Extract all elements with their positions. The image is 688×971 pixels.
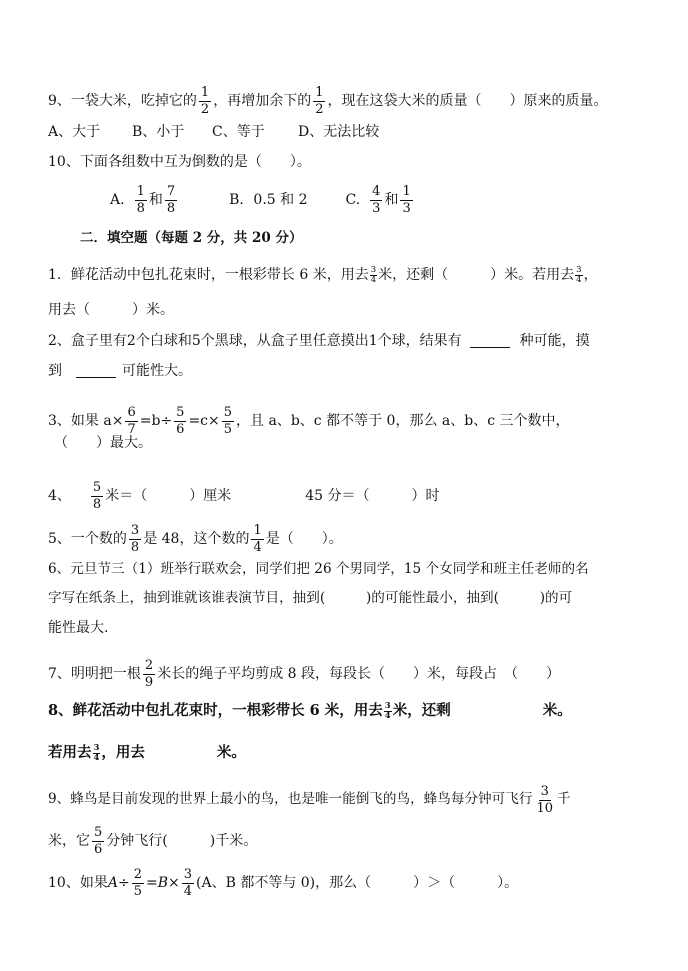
text: （ ）最大。	[54, 435, 152, 451]
fraction-half: $\frac{1}{2}$	[200, 85, 210, 117]
text: 若用去	[48, 743, 92, 761]
var-b: B	[157, 875, 168, 892]
fraction-half: $\frac{1}{2}$	[315, 85, 324, 117]
question-10-options	[110, 185, 415, 215]
text: 是（ ）。	[265, 531, 343, 548]
text: 和	[384, 192, 399, 209]
fill-3-line-2	[54, 436, 152, 450]
answer-blank[interactable]	[76, 365, 116, 378]
fill-6-line-2	[48, 592, 572, 606]
text: ，用去	[101, 743, 145, 761]
text: 米，还剩	[392, 701, 451, 719]
fill-2-line-1	[48, 334, 590, 348]
text: ，现在这袋大米的质量（ ）原来的质量。	[327, 93, 608, 110]
text: (A、B 都不等与 0)，那么（ ）＞（ ）。	[196, 875, 519, 892]
answer-blank[interactable]	[470, 335, 510, 348]
operator: ÷	[117, 875, 130, 892]
text: 9、一袋大米，吃掉它的	[48, 93, 197, 110]
text: 10、如果	[48, 875, 108, 892]
small-fraction: $\frac{3}{4}$	[384, 701, 391, 721]
small-fraction: $\frac{3}{4}$	[370, 265, 377, 285]
operator: =	[145, 875, 158, 892]
text: 2、盒子里有2个白球和5个黑球，从盒子里任意摸出1个球，结果有	[48, 333, 462, 349]
question-9-line-1	[48, 86, 607, 116]
option-c: C、等于	[212, 124, 265, 140]
fill-1-line-1	[48, 266, 598, 284]
fill-5	[48, 524, 343, 554]
text: 分钟飞行( )千米。	[106, 833, 258, 850]
text: =b÷	[139, 413, 173, 430]
var-a: A	[107, 875, 118, 892]
text: 米，它	[48, 833, 90, 850]
fill-3-line-1	[48, 406, 570, 436]
text: 米＝（ ）厘米	[105, 488, 232, 505]
text: 4、	[48, 488, 71, 505]
fraction: $\frac{1}{4}$	[253, 523, 262, 555]
text: ，再增加余下的	[213, 93, 312, 110]
text: 千	[556, 791, 571, 808]
option-b: B．0.5 和 2	[229, 192, 308, 209]
fill-9-line-1	[48, 785, 571, 815]
text: 米长的绳子平均剪成 8 段，每段长（ ）米，每段占 （ ）	[157, 666, 561, 683]
fraction: $\frac{3}{10}$	[536, 784, 553, 816]
fill-6-line-3	[48, 621, 108, 635]
text: 45 分＝（ ）时	[305, 488, 440, 505]
fill-9-line-2	[48, 826, 257, 856]
text: 到	[48, 363, 62, 379]
text: 5、一个数的	[48, 531, 127, 548]
small-fraction: $\frac{3}{4}$	[93, 743, 100, 763]
fill-8-line-2	[48, 744, 246, 762]
section-heading	[80, 232, 302, 246]
fraction: $\frac{2}{9}$	[144, 658, 154, 690]
text: 3、如果 a×	[48, 413, 124, 430]
text: 用去（ ）米。	[48, 302, 174, 318]
fill-7	[48, 659, 560, 689]
fraction: $\frac{5}{6}$	[94, 825, 103, 857]
small-fraction: $\frac{3}{4}$	[576, 265, 582, 285]
text: ，且 a、b、c 都不等于 0，那么 a、b、c 三个数中，	[236, 413, 570, 430]
question-9-options	[48, 125, 379, 139]
question-10-text	[48, 155, 311, 169]
text: 能性最大.	[48, 620, 109, 636]
fill-10	[48, 868, 518, 898]
fill-2-line-2	[48, 364, 192, 378]
fraction: $\frac{1}{8}$	[136, 184, 145, 216]
fraction: $\frac{6}{7}$	[127, 405, 136, 437]
option-a-label: A.	[110, 192, 125, 209]
text: 7、明明把一根	[48, 666, 141, 683]
fill-1-line-2	[48, 303, 174, 317]
option-c-label: C.	[345, 192, 361, 209]
fraction: $\frac{1}{3}$	[402, 184, 411, 216]
fill-6-line-1	[48, 563, 589, 577]
option-b: B、小于	[132, 124, 185, 140]
text: =c×	[188, 413, 220, 430]
operator: ×	[168, 875, 180, 892]
text: 米。	[216, 743, 246, 761]
fraction: $\frac{3}{8}$	[130, 523, 140, 555]
text: 9、蜂鸟是目前发现的世界上最小的鸟，也是唯一能倒飞的鸟，蜂鸟每分钟可飞行	[48, 791, 533, 808]
text: 8、鲜花活动中包扎花束时，一根彩带长 6 米，用去	[48, 701, 383, 719]
text: 米，还剩（ ）米。若用去	[378, 267, 575, 283]
text: 10、下面各组数中互为倒数的是（ ）。	[48, 154, 311, 170]
fraction: $\frac{4}{3}$	[372, 184, 381, 216]
fraction: $\frac{3}{4}$	[183, 867, 193, 899]
fraction: $\frac{5}{8}$	[92, 480, 102, 512]
option-a: A、大于	[48, 124, 101, 140]
text: 米。	[542, 701, 572, 719]
text: 字写在纸条上，抽到谁就该谁表演节目，抽到( )的可能性最小，抽到( )的可	[48, 590, 573, 606]
fraction: $\frac{5}{6}$	[176, 405, 185, 437]
fraction: $\frac{5}{5}$	[223, 405, 233, 437]
fill-8-line-1	[48, 702, 572, 720]
text: 1．鲜花活动中包扎花束时，一根彩带长 6 米，用去	[48, 267, 369, 283]
text: 可能性大。	[122, 363, 192, 379]
option-d: D、无法比较	[298, 124, 380, 140]
text: 是 48，这个数的	[143, 531, 250, 548]
fraction: $\frac{2}{5}$	[133, 867, 142, 899]
text: 和	[148, 192, 163, 209]
fill-4	[48, 481, 439, 511]
text: ，	[583, 267, 598, 283]
fraction: $\frac{7}{8}$	[166, 184, 176, 216]
text: 6、元旦节三（1）班举行联欢会，同学们把 26 个男同学，15 个女同学和班主任老师的名	[48, 561, 589, 577]
text: 种可能，摸	[519, 333, 590, 349]
section-title: 二．填空题（每题 2 分，共 20 分）	[80, 230, 303, 246]
